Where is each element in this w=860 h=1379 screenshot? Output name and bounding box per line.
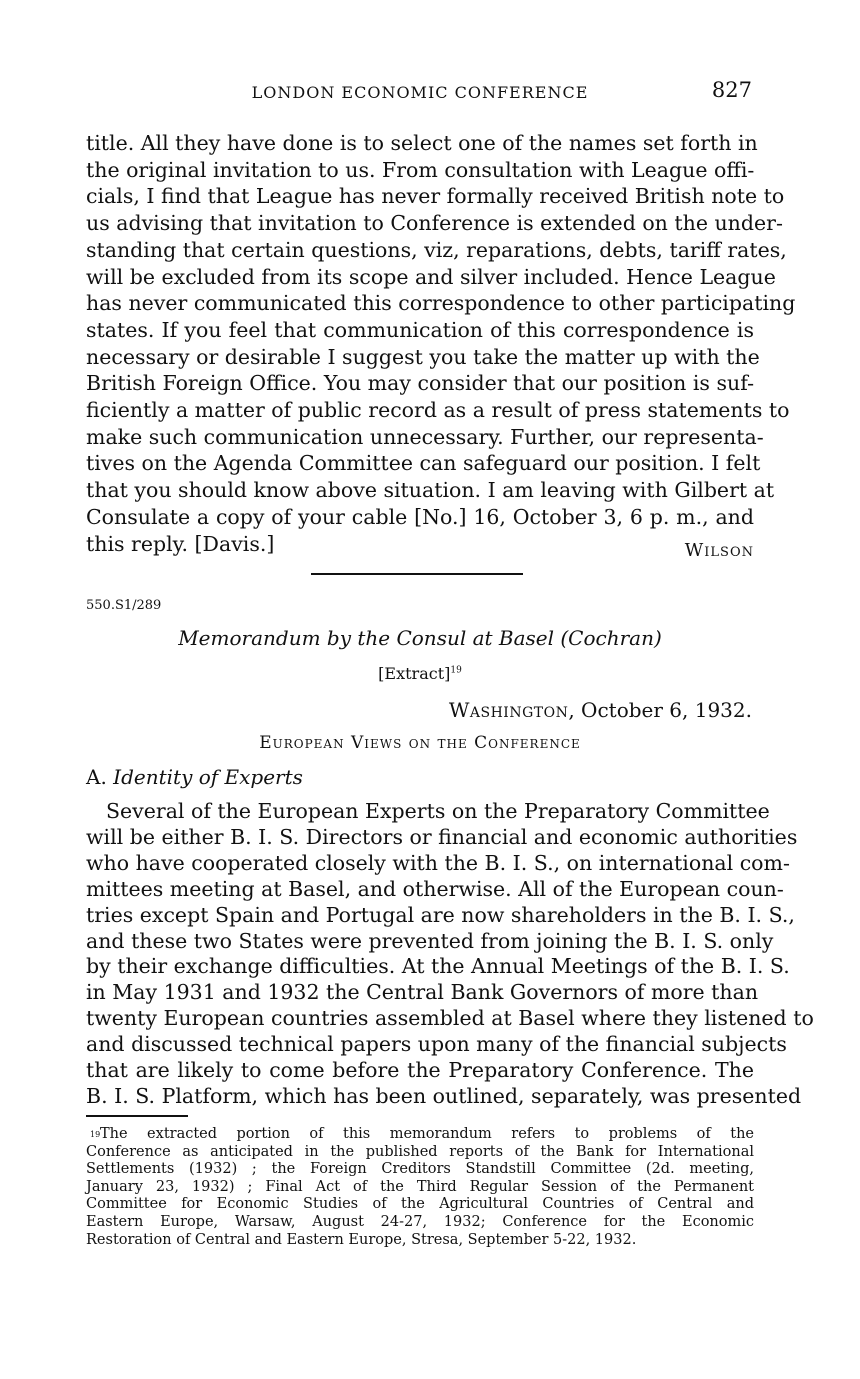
file-number: 550.S1/289 <box>86 598 162 613</box>
paragraph-line: B. I. S. Platform, which has been outlined, separately, was presented <box>86 1083 802 1108</box>
paragraph-line: tries except Spain and Portugal are now shareholders in the B. I. S., <box>86 902 795 927</box>
letter-line: British Foreign Office. You may consider that our position is suf- <box>86 371 754 396</box>
letter-line: tives on the Agenda Committee can safeguard our position. I felt <box>86 451 761 476</box>
letter-line: ficiently a matter of public record as a result of press statements to <box>86 398 790 423</box>
letter-line: necessary or desirable I suggest you take the matter up with the <box>86 344 760 369</box>
letter-line: has never communicated this correspondence to other participating <box>86 291 796 316</box>
footnote-line: Eastern Europe, Warsaw, August 24-27, 1932; Conference for the Economic <box>86 1213 754 1230</box>
footnote <box>86 1126 754 1249</box>
letter-line: this reply. [Davis.] <box>86 531 275 556</box>
letter-line: make such communication unnecessary. Further, our representa- <box>86 424 764 449</box>
footnote-number: 19 <box>90 1130 101 1139</box>
letter-continuation <box>86 130 796 557</box>
section-divider <box>311 573 523 575</box>
paragraph-line: and discussed technical papers upon many of the financial subjects <box>86 1032 787 1057</box>
dateline <box>449 698 752 722</box>
footnote-reference: 19 <box>450 665 462 676</box>
letter-line: title. All they have done is to select one of the names set forth in <box>86 131 758 155</box>
running-head <box>86 80 754 106</box>
section-heading: European Views on the Conference <box>259 733 581 753</box>
memorandum-title: Memorandum by the Consul at Basel (Cochran) <box>178 626 662 650</box>
paragraph-line: will be either B. I. S. Directors or financial and economic authorities <box>86 824 798 849</box>
paragraph-line: by their exchange difficulties. At the Annual Meetings of the B. I. S. <box>86 954 790 979</box>
paragraph-line: who have cooperated closely with the B. I. S., on international com- <box>86 850 790 875</box>
letter-line: Consulate a copy of your cable [No.] 16, October 3, 6 p. m., and <box>86 504 754 529</box>
footnote-line: The extracted portion of this memorandum refers to problems of the <box>100 1126 754 1142</box>
paragraph-line: Several of the European Experts on the Preparatory Committee <box>106 799 770 823</box>
subsection-letter: A. <box>86 765 107 789</box>
subsection-heading <box>86 765 303 789</box>
footnote-line: Settlements (1932) ; the Foreign Creditors Standstill Committee (2d. meeting, <box>86 1161 754 1178</box>
paragraph-line: mittees meeting at Basel, and otherwise. All of the European coun- <box>86 876 784 901</box>
paragraph-line: that are likely to come before the Preparatory Conference. The <box>86 1058 754 1083</box>
paragraph-line: twenty European countries assembled at Basel where they listened to <box>86 1006 814 1031</box>
letter-line: us advising that invitation to Conference is extended on the under- <box>86 211 783 236</box>
subsection-title: Identity of Experts <box>113 765 303 789</box>
extract-label <box>86 664 754 683</box>
footnote-line: January 23, 1932) ; Final Act of the Third Regular Session of the Permanent <box>86 1178 754 1195</box>
dateline-place: Washington <box>448 698 569 722</box>
letter-signature: Wilson <box>684 540 754 561</box>
dateline-date: , October 6, 1932. <box>568 698 752 722</box>
footnote-line: Committee for Economic Studies of the Agricultural Countries of Central and <box>86 1196 754 1213</box>
footnote-rule <box>86 1115 188 1117</box>
page-number: 827 <box>711 78 752 102</box>
letter-line: will be excluded from its scope and silver included. Hence League <box>86 264 776 289</box>
letter-line: cials, I find that League has never formally received British note to <box>86 184 785 209</box>
letter-line: states. If you feel that communication of this correspondence is <box>86 317 754 342</box>
extract-label-text: [Extract] <box>378 664 451 683</box>
footnote-line: Restoration of Central and Eastern Europe, Stresa, September 5-22, 1932. <box>86 1231 637 1248</box>
footnote-line: Conference as anticipated in the published reports of the Bank for International <box>86 1143 754 1160</box>
letter-line: the original invitation to us. From consultation with League offi- <box>86 157 755 182</box>
letter-line: standing that certain questions, viz, reparations, debts, tariff rates, <box>86 237 787 262</box>
paragraph-line: and these two States were prevented from joining the B. I. S. only <box>86 928 774 953</box>
paragraph-line: in May 1931 and 1932 the Central Bank Governors of more than <box>86 980 759 1005</box>
letter-line: that you should know above situation. I am leaving with Gilbert at <box>86 478 775 503</box>
running-title: LONDON ECONOMIC CONFERENCE <box>251 83 589 102</box>
memorandum-paragraph <box>86 799 814 1110</box>
